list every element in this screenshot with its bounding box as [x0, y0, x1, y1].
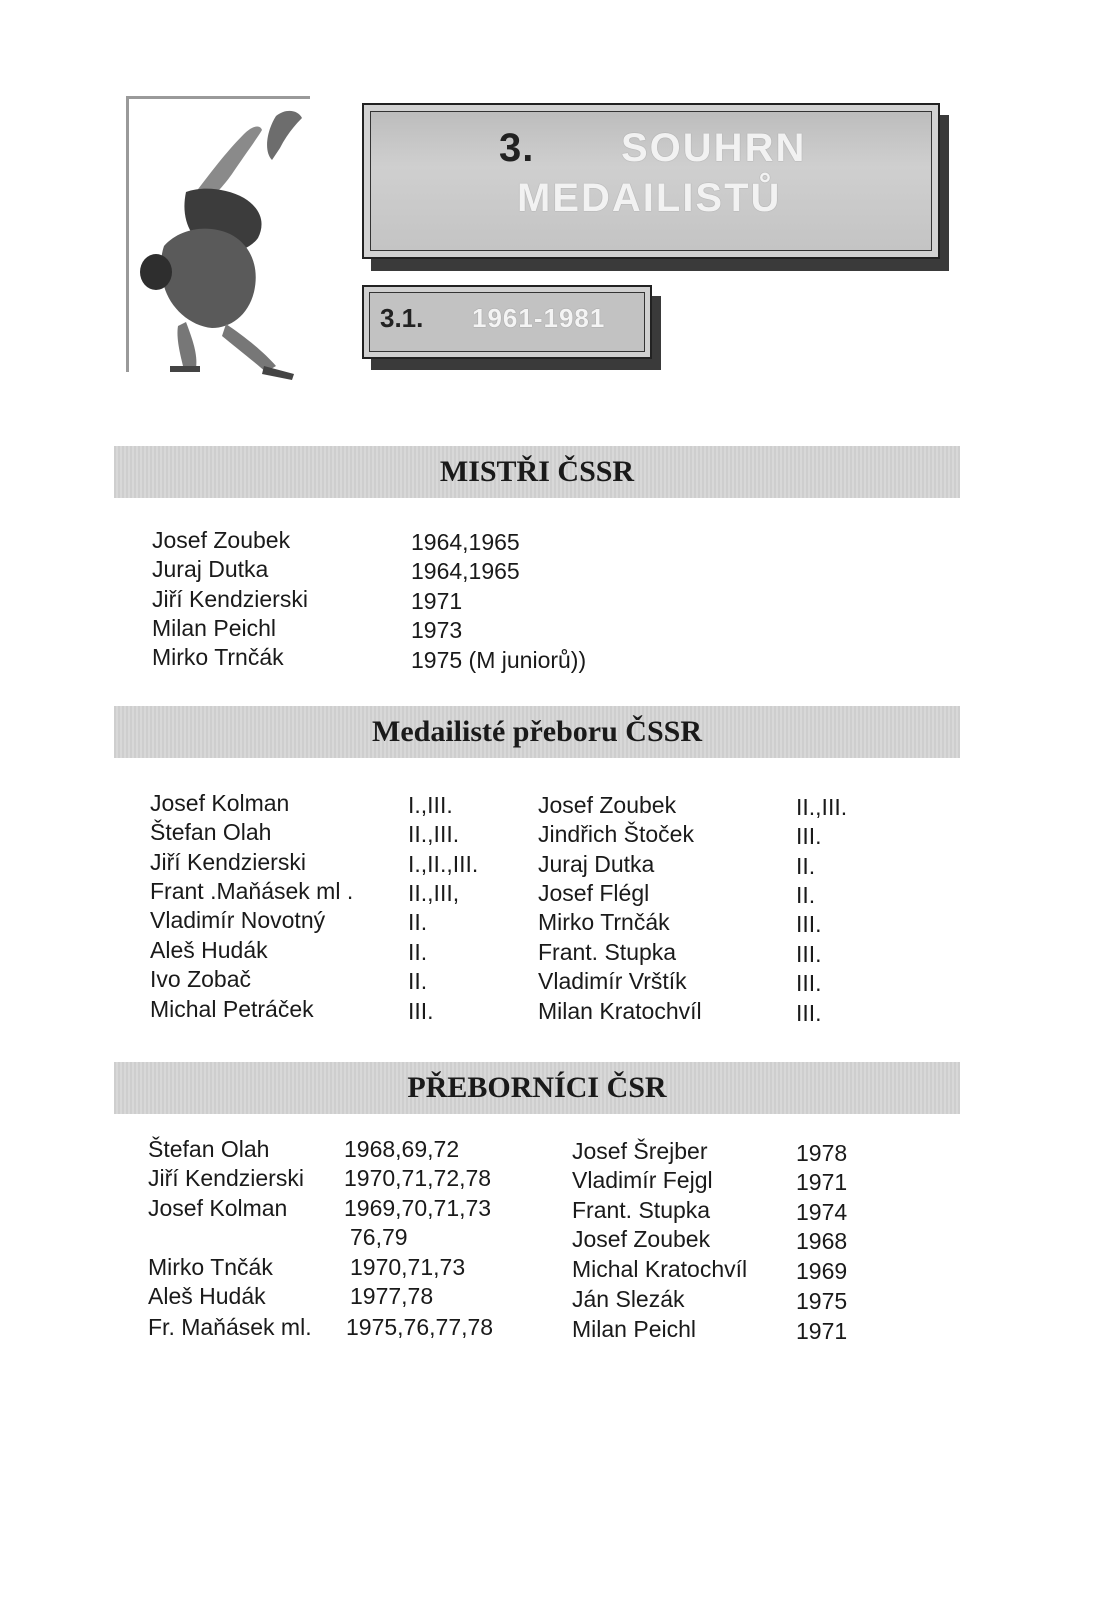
champion-years: 1975	[796, 1288, 848, 1314]
medalist-name: Aleš Hudák	[150, 937, 268, 963]
medalist-place: II.	[408, 939, 428, 965]
champion-name: Fr. Maňásek ml.	[148, 1314, 312, 1340]
champion-years: 1968,69,72	[344, 1136, 460, 1162]
medalists-heading: Medailisté přeboru ČSSR	[372, 715, 702, 748]
chapter-title-line2: MEDAILISTŮ	[517, 176, 782, 220]
masters-name: Jiří Kendzierski	[152, 586, 308, 612]
champion-name: Frant. Stupka	[572, 1197, 711, 1223]
masters-years: 1973	[411, 617, 463, 643]
medalist-place: III.	[796, 911, 822, 937]
champion-name: Josef Šrejber	[572, 1138, 708, 1164]
medalist-name: Mirko Trnčák	[538, 909, 670, 935]
medalist-name: Frant. Stupka	[538, 939, 677, 965]
medalist-place: II.,III.	[796, 794, 848, 820]
champion-years: 1968	[796, 1228, 848, 1254]
champion-name: Josef Kolman	[148, 1195, 288, 1221]
champions-heading: PŘEBORNÍCI ČSR	[407, 1071, 667, 1104]
masters-heading-band	[114, 446, 960, 498]
medalist-name: Jiří Kendzierski	[150, 849, 306, 875]
medalist-name: Frant .Maňásek ml .	[150, 878, 354, 904]
medalist-place: III.	[796, 823, 822, 849]
medalist-name: Milan Kratochvíl	[538, 998, 702, 1024]
champion-years: 1970,71,72,78	[344, 1165, 492, 1191]
medalist-name: Juraj Dutka	[538, 851, 655, 877]
champion-name: Josef Zoubek	[572, 1226, 711, 1252]
champion-years: 1970,71,73	[350, 1254, 466, 1280]
chapter-number: 3.	[499, 126, 535, 170]
champion-years: 1969,70,71,73	[344, 1195, 492, 1221]
masters-years: 1964,1965	[411, 529, 520, 555]
chapter-title-box	[362, 103, 940, 259]
champion-name: Aleš Hudák	[148, 1283, 266, 1309]
medalist-place: II.	[796, 853, 816, 879]
champion-years: 1971	[796, 1169, 848, 1195]
medalist-name: Josef Kolman	[150, 790, 290, 816]
section-year-range: 1961-1981	[472, 303, 606, 333]
champions-heading-band	[114, 1062, 960, 1114]
champion-name: Michal Kratochvíl	[572, 1256, 748, 1282]
masters-years: 1971	[411, 588, 463, 614]
medalist-place: III.	[796, 1000, 822, 1026]
masters-name: Milan Peichl	[152, 615, 276, 641]
masters-name: Josef Zoubek	[152, 527, 291, 553]
medalist-name: Štefan Olah	[150, 819, 272, 845]
masters-name: Mirko Trnčák	[152, 644, 284, 670]
champion-years: 1978	[796, 1140, 848, 1166]
champion-years: 1971	[796, 1318, 848, 1344]
champion-name: Mirko Tnčák	[148, 1254, 273, 1280]
champion-years: 1975,76,77,78	[346, 1314, 494, 1340]
champion-name: Milan Peichl	[572, 1316, 696, 1342]
masters-name: Juraj Dutka	[152, 556, 269, 582]
medalist-place: I.,II.,III.	[408, 851, 479, 877]
medalist-place: II.,III,	[408, 880, 460, 906]
medalist-name: Josef Zoubek	[538, 792, 677, 818]
medalist-place: I.,III.	[408, 792, 453, 818]
champion-years: 1977,78	[350, 1283, 434, 1309]
medalist-name: Vladimír Vrštík	[538, 968, 687, 994]
section-title-box	[362, 285, 652, 359]
medalist-name: Jindřich Štoček	[538, 821, 694, 847]
medalist-name: Vladimír Novotný	[150, 907, 326, 933]
medalist-place: III.	[796, 941, 822, 967]
masters-years: 1964,1965	[411, 558, 520, 584]
medalists-heading-band	[114, 706, 960, 758]
medalist-place: II.	[408, 968, 428, 994]
champion-name: Vladimír Fejgl	[572, 1167, 713, 1193]
medalist-place: II.	[408, 909, 428, 935]
medalist-place: II.	[796, 882, 816, 908]
medalist-name: Michal Petráček	[150, 996, 314, 1022]
champion-name: Štefan Olah	[148, 1136, 270, 1162]
masters-years: 1975 (M juniorů))	[411, 647, 587, 673]
medalist-place: II.,III.	[408, 821, 460, 847]
champion-name: Jiří Kendzierski	[148, 1165, 304, 1191]
champion-years: 1969	[796, 1258, 848, 1284]
section-number: 3.1.	[380, 303, 424, 333]
chapter-title-line1: SOUHRN	[621, 126, 807, 170]
masters-heading: MISTŘI ČSSR	[439, 455, 635, 488]
wrestler-illustration	[126, 96, 312, 380]
champion-years: 76,79	[350, 1224, 408, 1250]
champion-years: 1974	[796, 1199, 848, 1225]
medalist-place: III.	[796, 970, 822, 996]
medalist-name: Josef Flégl	[538, 880, 650, 906]
medalist-name: Ivo Zobač	[150, 966, 251, 992]
champion-name: Ján Slezák	[572, 1286, 685, 1312]
medalist-place: III.	[408, 998, 434, 1024]
